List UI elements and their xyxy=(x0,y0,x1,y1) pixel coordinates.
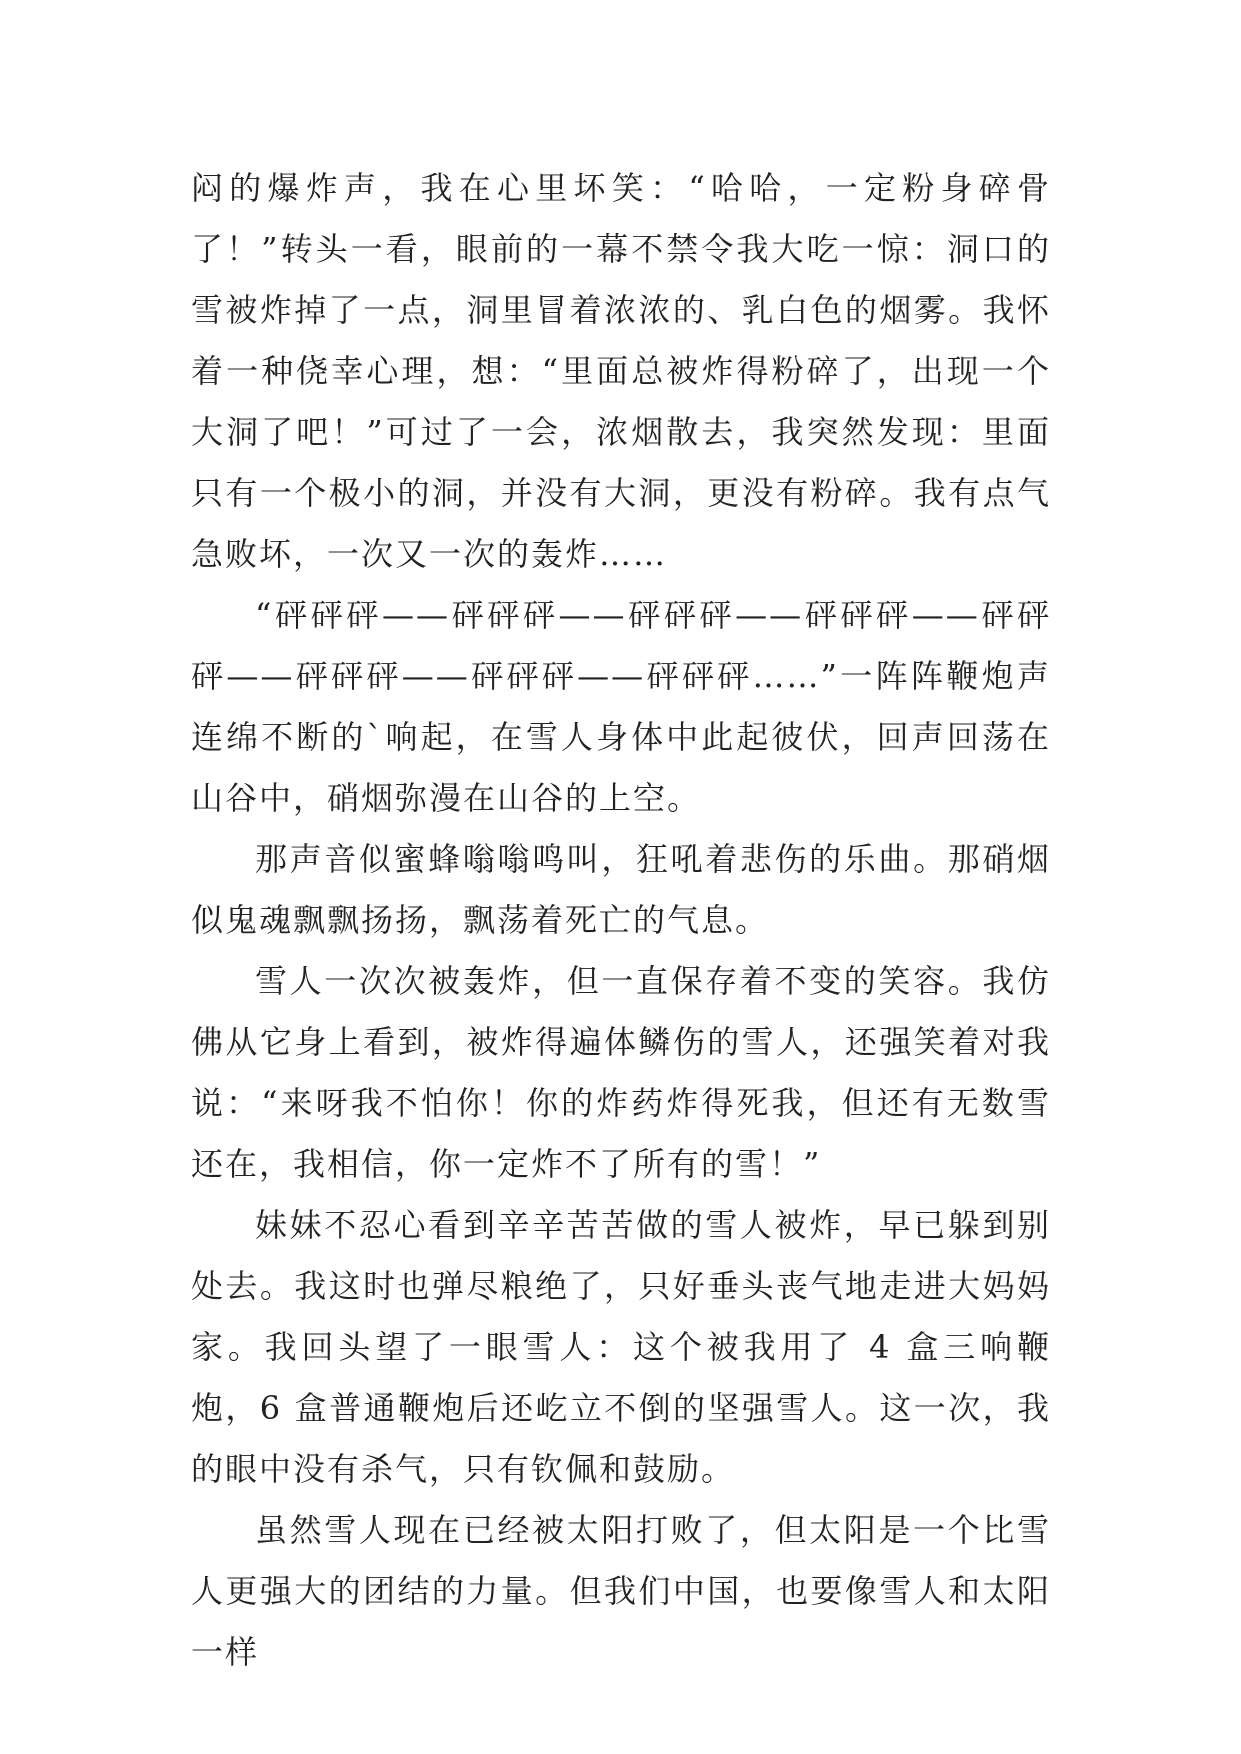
document-page xyxy=(191,158,1051,1683)
paragraph-sister: 妹妹不忍心看到辛辛苦苦做的雪人被炸，早已躲到别处去。我这时也弹尽粮绝了，只好垂头丧气地走进大妈妈家。我回头望了一眼雪人：这个被我用了 4 盒三响鞭炮，6 盒普通鞭炮后还屹立不倒的坚强雪人。这一次，我的眼中没有杀气，只有钦佩和鼓励。 xyxy=(191,1206,1051,1488)
paragraph-sound-smoke: 那声音似蜜蜂嗡嗡鸣叫，狂吼着悲伤的乐曲。那硝烟似鬼魂飘飘扬扬，飘荡着死亡的气息。 xyxy=(191,840,1051,939)
paragraph-firecrackers: “砰砰砰——砰砰砰——砰砰砰——砰砰砰——砰砰砰——砰砰砰——砰砰砰——砰砰砰……”一阵阵鞭炮声连绵不断的`响起，在雪人身体中此起彼伏，回声回荡在山谷中，硝烟弥漫在山谷的上空。 xyxy=(191,596,1051,817)
paragraph-sun: 虽然雪人现在已经被太阳打败了，但太阳是一个比雪人更强大的团结的力量。但我们中国，也要像雪人和太阳一样 xyxy=(191,1511,1051,1671)
paragraph-explosion: 闷的爆炸声，我在心里坏笑：“哈哈，一定粉身碎骨了！”转头一看，眼前的一幕不禁令我大吃一惊：洞口的雪被炸掉了一点，洞里冒着浓浓的、乳白色的烟雾。我怀着一种侥幸心理，想：“里面总被炸得粉碎了，出现一个大洞了吧！”可过了一会，浓烟散去，我突然发现：里面只有一个极小的洞，并没有大洞，更没有粉碎。我有点气急败坏，一次又一次的轰炸…… xyxy=(191,169,1051,573)
paragraph-snowman-smile: 雪人一次次被轰炸，但一直保存着不变的笑容。我仿佛从它身上看到，被炸得遍体鳞伤的雪人，还强笑着对我说：“来呀我不怕你！你的炸药炸得死我，但还有无数雪还在，我相信，你一定炸不了所有的雪！” xyxy=(191,962,1051,1183)
